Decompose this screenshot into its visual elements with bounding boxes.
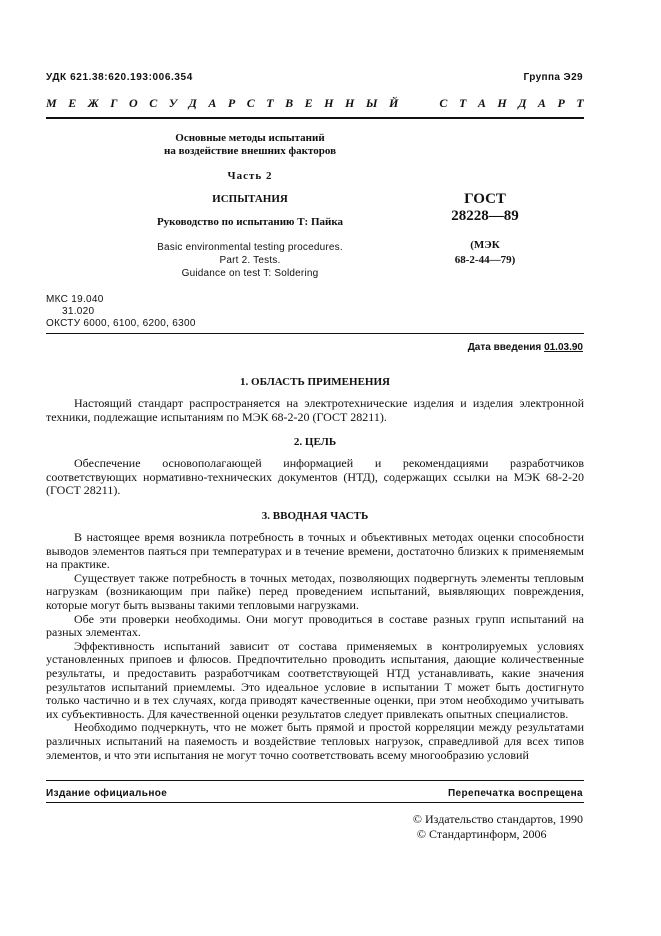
english-title-line: Basic environmental testing procedures. <box>157 242 343 253</box>
mks-code: МКС 19.040 <box>46 294 104 305</box>
official-edition: Издание официальное <box>46 788 168 799</box>
interstate-standard-banner <box>46 96 584 111</box>
banner-letter: С <box>246 96 255 110</box>
banner-letter: Д <box>188 96 197 110</box>
banner-letter: А <box>477 96 486 110</box>
banner-letter: Н <box>345 96 355 110</box>
iec-label: (МЭК <box>470 239 500 251</box>
banner-letter: В <box>285 96 294 110</box>
english-title-line: Part 2. Tests. <box>219 255 281 266</box>
banner-letter: А <box>208 96 217 110</box>
tests-label: ИСПЫТАНИЯ <box>212 193 288 205</box>
section-heading: 2. ЦЕЛЬ <box>293 436 337 448</box>
copyright <box>413 812 583 842</box>
paragraph: В настоящее время возникла потребность в точных и объективных методах оценки способности выводов элементов паяться при температурах и в течение времени, достаточно близких к применяемым на практике. <box>46 530 584 572</box>
guide-title: Руководство по испытанию Т: Пайка <box>156 216 344 228</box>
gost-label: ГОСТ <box>464 191 506 207</box>
title-line: Основные методы испытаний <box>175 132 325 144</box>
title-line: на воздействие внешних факторов <box>163 145 337 157</box>
banner-letter: Д <box>518 96 527 110</box>
banner-letter: У <box>168 96 178 110</box>
part-label: Часть 2 <box>227 170 273 182</box>
banner-letter: Е <box>68 96 77 110</box>
mks-code: 31.020 <box>62 306 95 317</box>
section-heading: 3. ВВОДНАЯ ЧАСТЬ <box>261 510 369 522</box>
copyright-line: © Стандартинформ, 2006 <box>416 827 547 841</box>
banner-letter: Е <box>304 96 313 110</box>
intro-date-label: Дата введения <box>467 342 542 353</box>
banner-letter: Т <box>576 96 584 110</box>
english-title <box>120 241 380 280</box>
banner-letter: Р <box>227 96 236 110</box>
banner-letter: Й <box>389 96 399 110</box>
banner-letter: М <box>46 96 57 110</box>
copyright-line: © Издательство стандартов, 1990 <box>412 812 583 826</box>
udk-code: УДК 621.38:620.193:006.354 <box>46 72 193 83</box>
group-code: Группа Э29 <box>523 72 583 83</box>
banner-letter: А <box>537 96 546 110</box>
banner-letter: О <box>129 96 138 110</box>
banner-letter: Ы <box>365 96 378 110</box>
iec-code: 68-2-44—79) <box>454 254 516 266</box>
paragraph: Необходимо подчеркнуть, что не может быть прямой и простой корреляции между результатами различных испытаний на паяемость и воздействие тепловых нагрузок, справедливой для всех типов элементов, и что эти испытания не могут точно соответствовать всему многообразию условий <box>46 720 584 762</box>
classification-codes <box>46 294 196 330</box>
paragraph: Обеспечение основополагающей информацией и рекомендациями разработчиков соответствующих нормативно-технических документов (НТД), содержащих ссылки на МЭК 68-2-20 (ГОСТ 28211). <box>46 456 584 498</box>
banner-gap <box>410 96 428 111</box>
banner-letter: Н <box>324 96 334 110</box>
banner-letter: С <box>149 96 158 110</box>
paragraph: Обе эти проверки необходимы. Они могут проводиться в составе разных групп испытаний на разных элементах. <box>46 611 584 640</box>
banner-letter: Н <box>497 96 507 110</box>
header-rule <box>46 117 584 119</box>
paragraph: Настоящий стандарт распространяется на электротехнические изделия и изделия электронной техники, подлежащие испытаниям по МЭК 68-2-20 (ГОСТ 28211). <box>46 396 584 424</box>
banner-letter: Т <box>458 96 467 110</box>
banner-letter: Т <box>266 96 274 110</box>
iec-reference <box>430 238 540 268</box>
divider <box>46 333 584 334</box>
okstu-code: ОКСТУ 6000, 6100, 6200, 6300 <box>46 318 196 329</box>
footer-rule <box>46 802 584 803</box>
section-heading: 1. ОБЛАСТЬ ПРИМЕНЕНИЯ <box>240 376 390 388</box>
document-title <box>120 132 380 158</box>
reprint-prohibited: Перепечатка воспрещена <box>447 788 583 799</box>
banner-letter: С <box>439 96 448 110</box>
introduction-date <box>468 342 583 353</box>
gost-code: 28228—89 <box>451 208 519 224</box>
banner-letter: Р <box>557 96 565 110</box>
section-body <box>46 457 584 498</box>
section-body <box>46 397 584 424</box>
banner-letter: Г <box>110 96 118 110</box>
paragraph: Существует также потребность в точных методах, позволяющих подвергнуть элементы тепловым нагрузкам (возникающим при пайке) перед проведением испытаний, выявляющих повреждения, которые могут быть вызваны такими тепловыми нагрузками. <box>46 570 584 612</box>
english-title-line: Guidance on test T: Soldering <box>181 268 319 279</box>
banner-letter: Ж <box>87 96 99 110</box>
section-body <box>46 531 584 762</box>
footer-rule <box>46 780 584 781</box>
gost-number <box>430 191 540 225</box>
intro-date-value: 01.03.90 <box>544 342 583 353</box>
paragraph: Эффективность испытаний зависит от состава применяемых в контролируемых условиях установленных припоев и флюсов. Предпочтительно проводить испытания, дающие количественные результаты, и предоставить разработчикам соответствующей НТД устанавливать, какие значения результатов испытаний приемлемы. Это идеальное условие в испытании Т может быть достигнуто только частично и в тех случаях, когда приводят качественные оценки, при этом необходимо учитывать их субъективность. Для качественной оценки результатов следует привлекать опытных специалистов. <box>46 638 584 721</box>
